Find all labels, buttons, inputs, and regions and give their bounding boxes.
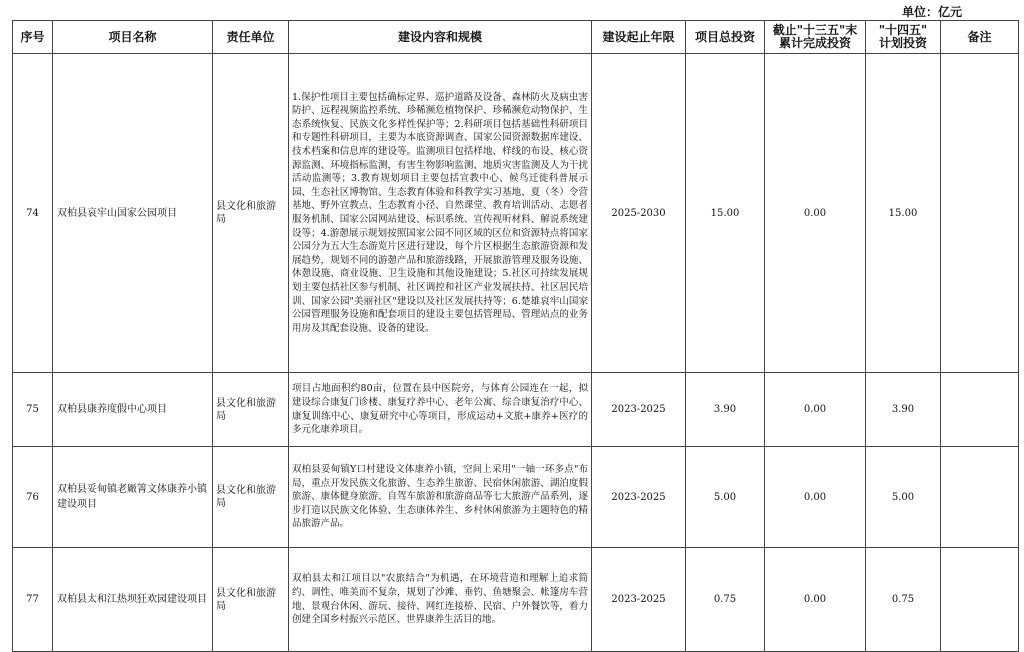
table-row: [13, 373, 1019, 447]
cell-unit: 县文化和旅游局: [213, 447, 289, 548]
header-seq: 序号: [13, 21, 53, 54]
header-completed-line2: 累计完成投资: [778, 36, 851, 50]
cell-total: 5.00: [686, 447, 765, 548]
cell-total: 3.90: [686, 373, 765, 447]
cell-planned: 0.75: [866, 548, 941, 652]
cell-period: 2025-2030: [592, 54, 686, 373]
cell-seq: 75: [13, 373, 53, 447]
cell-completed: 0.00: [765, 373, 866, 447]
table-row: [13, 447, 1019, 548]
cell-unit: 县文化和旅游局: [213, 373, 289, 447]
header-planned: [866, 21, 941, 54]
cell-project-name: 双柏县哀牢山国家公园项目: [53, 54, 213, 373]
cell-project-name: 双柏县太和江热坝狂欢园建设项目: [53, 548, 213, 652]
header-period: 建设起止年限: [592, 21, 686, 54]
header-planned-line1: "十四五": [878, 23, 928, 37]
header-completed-line1: 截止"十三五"末: [772, 23, 858, 37]
table-row: [13, 54, 1019, 373]
cell-completed: 0.00: [765, 447, 866, 548]
cell-planned: 15.00: [866, 54, 941, 373]
cell-content: 双柏县妥甸镇Y口村建设文体康养小镇，空间上采用"一轴一环多点"布局，重点开发民族文化旅游、生态养生旅游、民宿休闲旅游、湖泊度假旅游、康体健身旅游、自驾车旅游和旅游商品等七大旅游产品系列，逐步打造以民族文化体验、生态康体养生、乡村休闲旅游为主题特色的精品旅游产品。: [289, 447, 592, 548]
header-name: 项目名称: [53, 21, 213, 54]
header-total: 项目总投资: [686, 21, 765, 54]
cell-planned: 5.00: [866, 447, 941, 548]
cell-seq: 74: [13, 54, 53, 373]
cell-period: 2023-2025: [592, 447, 686, 548]
header-completed: [765, 21, 866, 54]
cell-remark: [941, 54, 1019, 373]
cell-seq: 76: [13, 447, 53, 548]
cell-seq: 77: [13, 548, 53, 652]
cell-total: 15.00: [686, 54, 765, 373]
cell-content: 双柏县太和江项目以"农旅结合"为机遇，在环境营造和理解上追求简约、调性、唯美而不复杂，规划了沙滩、垂钓、鱼塘聚会、帐篷房车营地、景观台休闲、游玩、接待、网红连接桥、民宿、户外餐饮等，着力创建全国乡村振兴示范区、世界康养生活目的地。: [289, 548, 592, 652]
table-row: [13, 548, 1019, 652]
cell-remark: [941, 447, 1019, 548]
cell-planned: 3.90: [866, 373, 941, 447]
cell-period: 2023-2025: [592, 373, 686, 447]
header-planned-line2: 计划投资: [878, 36, 927, 50]
cell-project-name: 双柏县妥甸镇老厰箐文体康养小镇建设项目: [53, 447, 213, 548]
header-remark: 备注: [941, 21, 1019, 54]
cell-total: 0.75: [686, 548, 765, 652]
header-content: 建设内容和规模: [289, 21, 592, 54]
cell-unit: 县文化和旅游局: [213, 54, 289, 373]
table-header-row: [13, 21, 1019, 54]
cell-period: 2023-2025: [592, 548, 686, 652]
unit-label: 单位：亿元: [901, 5, 962, 19]
cell-completed: 0.00: [765, 548, 866, 652]
header-unit: 责任单位: [213, 21, 289, 54]
cell-unit: 县文化和旅游局: [213, 548, 289, 652]
project-table: [12, 20, 1019, 652]
cell-completed: 0.00: [765, 54, 866, 373]
cell-content: 1.保护性项目主要包括确标定界、巡护道路及设备、森林防火及病虫害防护、远程视频监控系统、珍稀濒危植物保护、珍稀濒危动物保护、生态系统恢复、民族文化多样性保护等；2.科研项目包括基础性科研项目和专题性科研项目，主要为本底资源调查、国家公园资源数据库建设、技术档案和信息库的建设等。监测项目包括样地、样线的布设、核心资源监测、环境指标监测，有害生物影响监测、地质灾害监测及人为干扰活动监测等；3.教育规划项目主要包括宣教中心、候鸟迁徙科普展示园、生态社区博物馆、生态教育体验和科教学实习基地、夏（冬）令营基地、野外宣教点、生态教育小径、自然课堂、教育培训活动、志愿者服务机制、国家公园网站建设、标识系统、宣传视听材料、解说系统建设等；4.游憩展示规划按照国家公园不同区域的区位和资源特点将国家公园分为五大生态游览片区进行建设，每个片区根据生态旅游资源和发展趋势，规划不同的游憩产品和旅游线路，开展旅游管理及服务设施、休憩设施、商业设施、卫生设施和其他设施建设；5.社区可持续发展规划主要包括社区参与机制、社区调控和社区产业发展扶持、社区居民培训、国家公园"美丽社区"建设以及社区发展扶持等；6.楚雄哀牢山国家公园管理服务设施和配套项目的建设主要包括管理局、管理站点的业务用房及其配套设施、设备的建设。: [289, 54, 592, 373]
cell-content: 项目占地面积约80亩，位置在县中医院旁，与体育公园连在一起，拟建设综合康复门诊楼、康复疗养中心、老年公寓、综合康复治疗中心、康复训练中心、康复研究中心等项目，形成运动+文旅+康养+医疗的多元化康养项目。: [289, 373, 592, 447]
cell-project-name: 双柏县康养度假中心项目: [53, 373, 213, 447]
cell-remark: [941, 548, 1019, 652]
cell-remark: [941, 373, 1019, 447]
